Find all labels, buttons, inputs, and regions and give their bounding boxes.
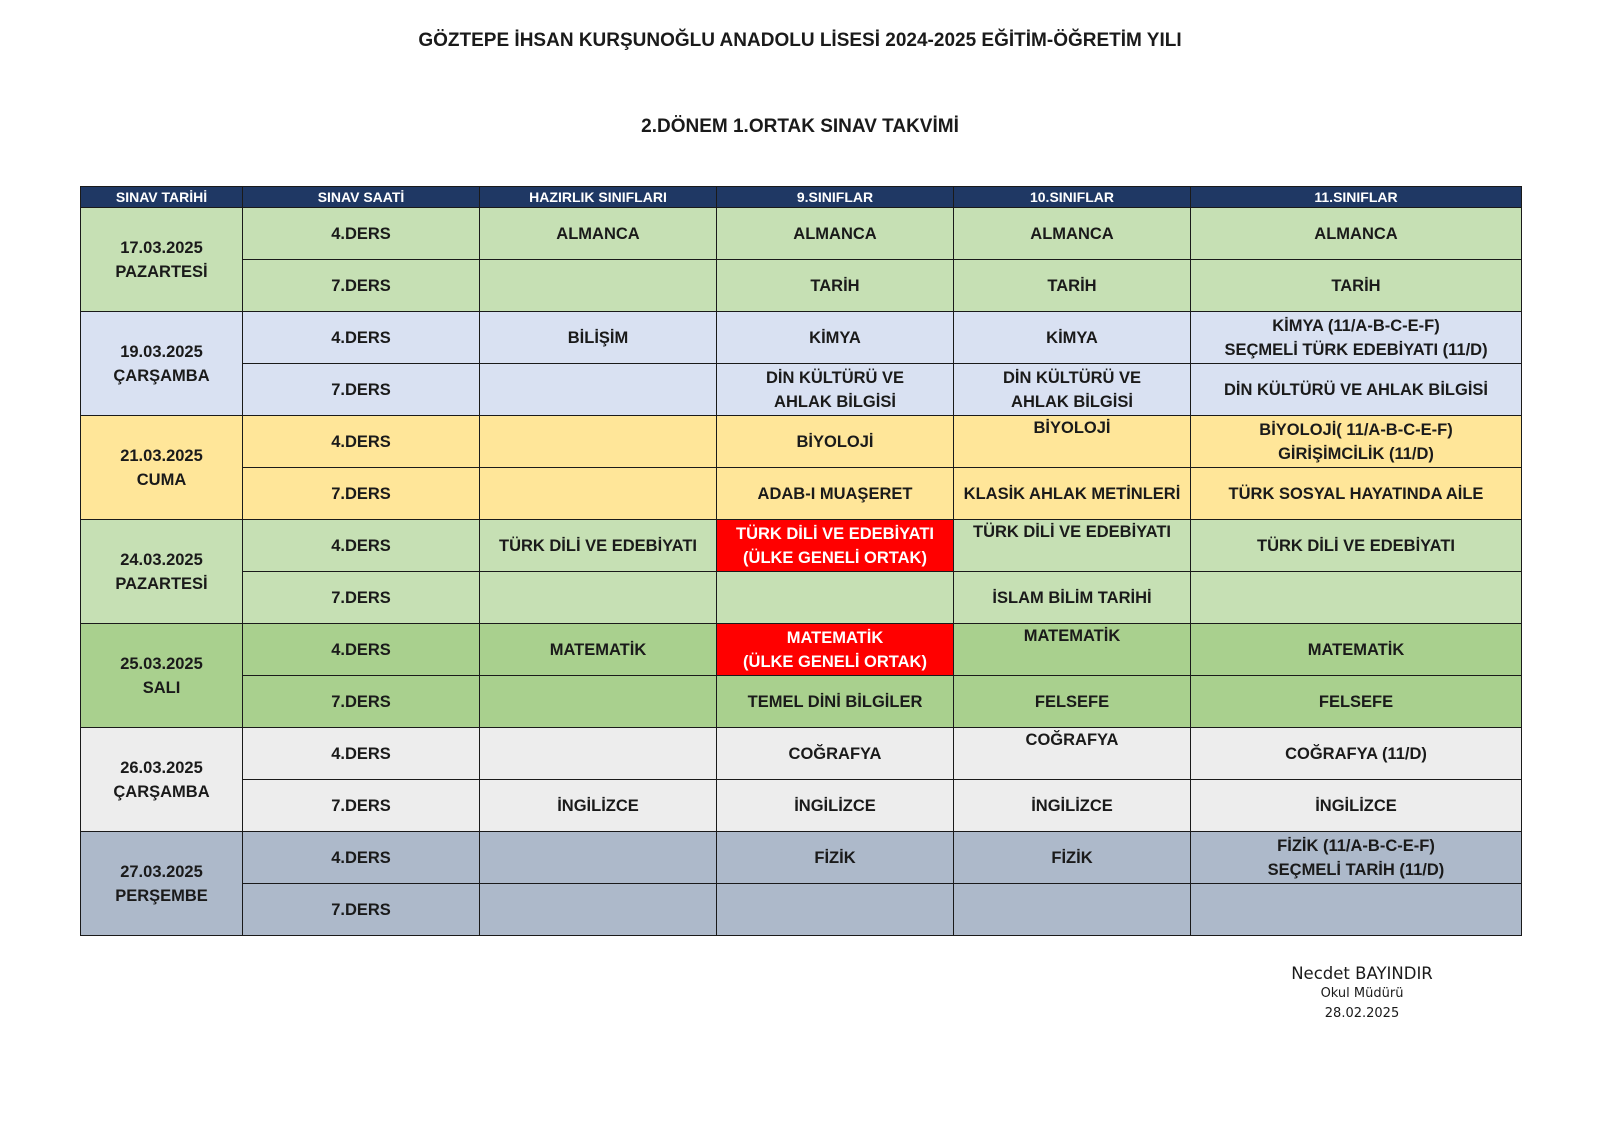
table-row bbox=[81, 884, 1522, 936]
grade-9-cell: İNGİLİZCE bbox=[717, 780, 954, 832]
grade-10-cell: ALMANCA bbox=[954, 208, 1191, 260]
grade-9-cell bbox=[717, 884, 954, 936]
column-header-grade-10: 10.SINIFLAR bbox=[954, 187, 1191, 208]
column-header-exam-date: SINAV TARİHİ bbox=[81, 187, 243, 208]
grade-11-cell bbox=[1191, 572, 1522, 624]
table-row bbox=[81, 520, 1522, 572]
grade-9-cell-national-exam: TÜRK DİLİ VE EDEBİYATI (ÜLKE GENELİ ORTAK) bbox=[717, 520, 954, 572]
principal-title: Okul Müdürü bbox=[1320, 986, 1404, 1001]
prep-cell bbox=[480, 468, 717, 520]
grade-10-cell: DİN KÜLTÜRÜ VE AHLAK BİLGİSİ bbox=[954, 364, 1191, 416]
prep-cell bbox=[480, 416, 717, 468]
table-row bbox=[81, 468, 1522, 520]
period-cell: 4.DERS bbox=[243, 728, 480, 780]
signature-date: 28.02.2025 bbox=[1324, 1006, 1400, 1021]
prep-cell: İNGİLİZCE bbox=[480, 780, 717, 832]
grade-10-cell: TARİH bbox=[954, 260, 1191, 312]
school-title: GÖZTEPE İHSAN KURŞUNOĞLU ANADOLU LİSESİ 2024-2025 EĞİTİM-ÖĞRETİM YILI bbox=[418, 30, 1182, 51]
grade-11-cell: İNGİLİZCE bbox=[1191, 780, 1522, 832]
exam-date: 24.03.2025 bbox=[120, 550, 203, 569]
grade-9-cell: ALMANCA bbox=[717, 208, 954, 260]
exam-date-cell bbox=[81, 832, 243, 936]
prep-cell bbox=[480, 884, 717, 936]
table-row bbox=[81, 676, 1522, 728]
exam-weekday: PAZARTESİ bbox=[115, 262, 208, 281]
grade-11-cell: MATEMATİK bbox=[1191, 624, 1522, 676]
exam-date-cell bbox=[81, 624, 243, 728]
period-cell: 7.DERS bbox=[243, 364, 480, 416]
grade-10-cell: COĞRAFYA bbox=[954, 728, 1191, 780]
exam-date-cell bbox=[81, 416, 243, 520]
grade-11-cell: FELSEFE bbox=[1191, 676, 1522, 728]
prep-cell: MATEMATİK bbox=[480, 624, 717, 676]
exam-date: 25.03.2025 bbox=[120, 654, 203, 673]
table-row bbox=[81, 416, 1522, 468]
period-cell: 4.DERS bbox=[243, 416, 480, 468]
grade-11-cell: DİN KÜLTÜRÜ VE AHLAK BİLGİSİ bbox=[1191, 364, 1522, 416]
table-row bbox=[81, 208, 1522, 260]
grade-11-cell: ALMANCA bbox=[1191, 208, 1522, 260]
grade-11-cell: BİYOLOJİ( 11/A-B-C-E-F) GİRİŞİMCİLİK (11/D) bbox=[1191, 416, 1522, 468]
grade-9-cell: COĞRAFYA bbox=[717, 728, 954, 780]
grade-9-cell: DİN KÜLTÜRÜ VE AHLAK BİLGİSİ bbox=[717, 364, 954, 416]
exam-date-cell bbox=[81, 208, 243, 312]
grade-11-cell: TARİH bbox=[1191, 260, 1522, 312]
period-cell: 7.DERS bbox=[243, 676, 480, 728]
period-cell: 4.DERS bbox=[243, 208, 480, 260]
grade-10-cell: KLASİK AHLAK METİNLERİ bbox=[954, 468, 1191, 520]
prep-cell bbox=[480, 364, 717, 416]
prep-cell: ALMANCA bbox=[480, 208, 717, 260]
grade-10-cell: FELSEFE bbox=[954, 676, 1191, 728]
column-header-exam-period: SINAV SAATİ bbox=[243, 187, 480, 208]
exam-weekday: PERŞEMBE bbox=[115, 886, 208, 905]
prep-cell: BİLİŞİM bbox=[480, 312, 717, 364]
exam-weekday: ÇARŞAMBA bbox=[113, 782, 210, 801]
exam-date: 26.03.2025 bbox=[120, 758, 203, 777]
grade-11-cell bbox=[1191, 884, 1522, 936]
prep-cell bbox=[480, 260, 717, 312]
grade-10-cell bbox=[954, 884, 1191, 936]
column-header-prep-classes: HAZIRLIK SINIFLARI bbox=[480, 187, 717, 208]
grade-10-cell: BİYOLOJİ bbox=[954, 416, 1191, 468]
exam-date: 17.03.2025 bbox=[120, 238, 203, 257]
exam-date: 19.03.2025 bbox=[120, 342, 203, 361]
exam-schedule-title: 2.DÖNEM 1.ORTAK SINAV TAKVİMİ bbox=[641, 116, 959, 137]
exam-weekday: ÇARŞAMBA bbox=[113, 366, 210, 385]
exam-weekday: CUMA bbox=[136, 470, 187, 489]
period-cell: 4.DERS bbox=[243, 520, 480, 572]
grade-9-cell: BİYOLOJİ bbox=[717, 416, 954, 468]
period-cell: 7.DERS bbox=[243, 572, 480, 624]
grade-10-cell: İNGİLİZCE bbox=[954, 780, 1191, 832]
grade-11-cell: TÜRK DİLİ VE EDEBİYATI bbox=[1191, 520, 1522, 572]
period-cell: 7.DERS bbox=[243, 260, 480, 312]
table-row bbox=[81, 260, 1522, 312]
grade-10-cell: FİZİK bbox=[954, 832, 1191, 884]
grade-9-cell: TARİH bbox=[717, 260, 954, 312]
prep-cell: TÜRK DİLİ VE EDEBİYATI bbox=[480, 520, 717, 572]
period-cell: 4.DERS bbox=[243, 624, 480, 676]
table-row bbox=[81, 780, 1522, 832]
column-header-grade-9: 9.SINIFLAR bbox=[717, 187, 954, 208]
exam-weekday: PAZARTESİ bbox=[115, 574, 208, 593]
grade-11-cell: TÜRK SOSYAL HAYATINDA AİLE bbox=[1191, 468, 1522, 520]
exam-date-cell bbox=[81, 520, 243, 624]
grade-11-cell: KİMYA (11/A-B-C-E-F) SEÇMELİ TÜRK EDEBİYATI (11/D) bbox=[1191, 312, 1522, 364]
exam-date-cell bbox=[81, 728, 243, 832]
period-cell: 7.DERS bbox=[243, 780, 480, 832]
grade-9-cell: ADAB-I MUAŞERET bbox=[717, 468, 954, 520]
exam-date: 21.03.2025 bbox=[120, 446, 203, 465]
grade-10-cell: İSLAM BİLİM TARİHİ bbox=[954, 572, 1191, 624]
grade-10-cell: TÜRK DİLİ VE EDEBİYATI bbox=[954, 520, 1191, 572]
grade-11-cell: FİZİK (11/A-B-C-E-F) SEÇMELİ TARİH (11/D) bbox=[1191, 832, 1522, 884]
table-row bbox=[81, 728, 1522, 780]
table-row bbox=[81, 312, 1522, 364]
grade-10-cell: KİMYA bbox=[954, 312, 1191, 364]
table-row bbox=[81, 624, 1522, 676]
prep-cell bbox=[480, 572, 717, 624]
grade-9-cell: KİMYA bbox=[717, 312, 954, 364]
exam-date-cell bbox=[81, 312, 243, 416]
period-cell: 4.DERS bbox=[243, 832, 480, 884]
exam-date: 27.03.2025 bbox=[120, 862, 203, 881]
period-cell: 4.DERS bbox=[243, 312, 480, 364]
period-cell: 7.DERS bbox=[243, 884, 480, 936]
column-header-grade-11: 11.SINIFLAR bbox=[1191, 187, 1522, 208]
grade-11-cell: COĞRAFYA (11/D) bbox=[1191, 728, 1522, 780]
period-cell: 7.DERS bbox=[243, 468, 480, 520]
exam-schedule-table bbox=[80, 186, 1522, 936]
grade-9-cell: FİZİK bbox=[717, 832, 954, 884]
prep-cell bbox=[480, 676, 717, 728]
prep-cell bbox=[480, 728, 717, 780]
table-row bbox=[81, 572, 1522, 624]
prep-cell bbox=[480, 832, 717, 884]
grade-10-cell: MATEMATİK bbox=[954, 624, 1191, 676]
table-row bbox=[81, 364, 1522, 416]
table-header-row bbox=[81, 187, 1522, 208]
table-row bbox=[81, 832, 1522, 884]
grade-9-cell-national-exam: MATEMATİK (ÜLKE GENELİ ORTAK) bbox=[717, 624, 954, 676]
grade-9-cell bbox=[717, 572, 954, 624]
grade-9-cell: TEMEL DİNİ BİLGİLER bbox=[717, 676, 954, 728]
exam-weekday: SALI bbox=[142, 678, 181, 697]
principal-name: Necdet BAYINDIR bbox=[1291, 964, 1433, 983]
